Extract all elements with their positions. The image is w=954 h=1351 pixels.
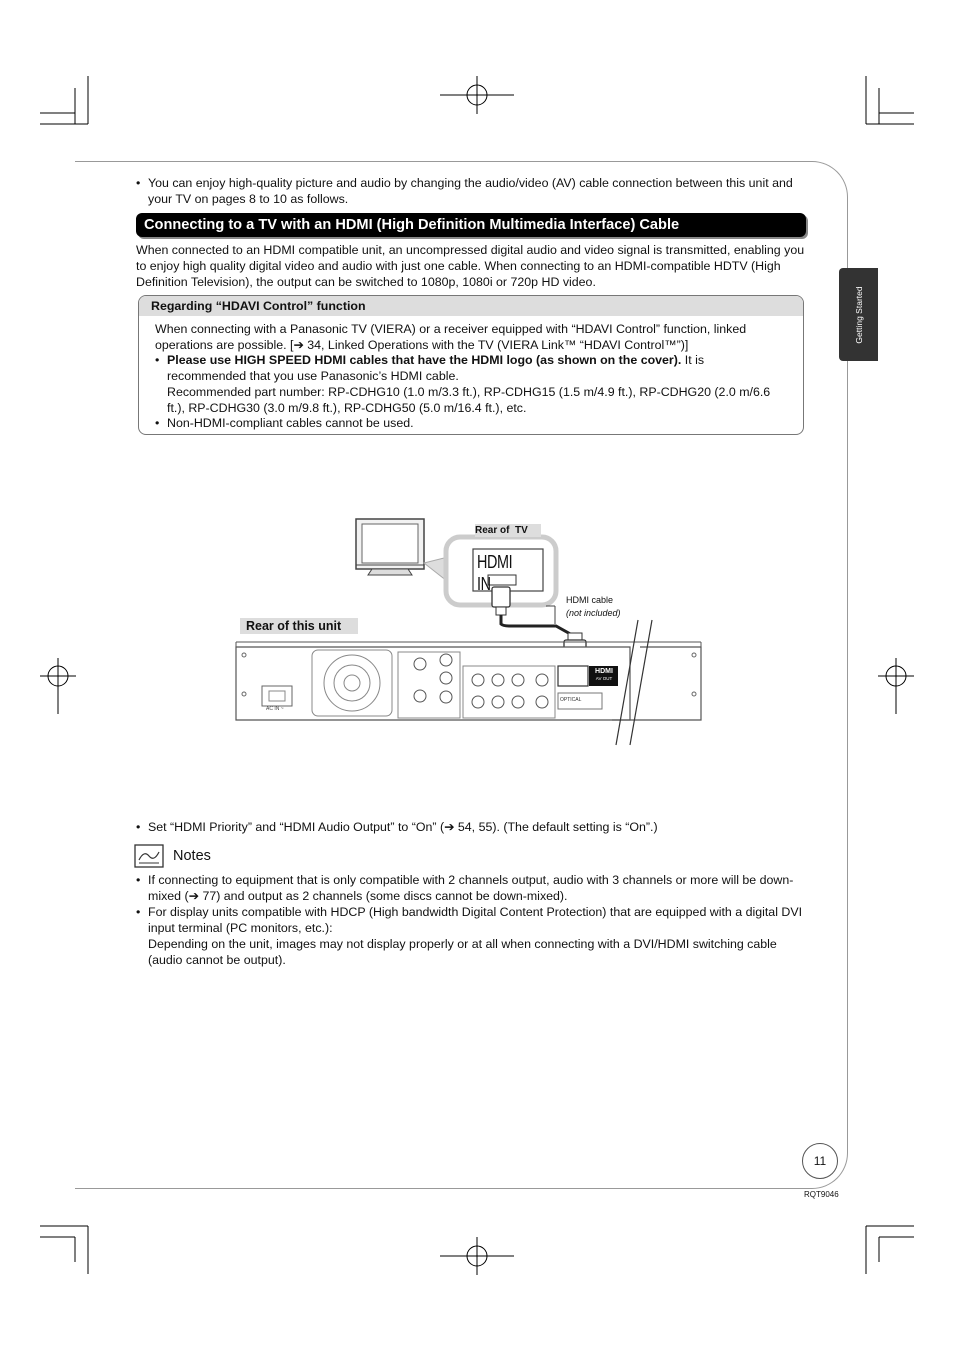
- hdavi-box-intro: When connecting with a Panasonic TV (VIERA) or a receiver equipped with “HDAVI Control” function, linked operations are possible. [➔ 34, Linked Operations with the TV (VIERA Link™ “HDAVI Control™”)]: [155, 322, 747, 352]
- notes-title: Notes: [173, 848, 211, 864]
- ac-in-text: AC IN ~: [266, 706, 284, 712]
- hdmi-av-out-port-icon: [558, 666, 588, 686]
- optical-text: OPTICAL: [560, 697, 582, 703]
- page-number: 11: [802, 1143, 838, 1179]
- section-heading: Connecting to a TV with an HDMI (High Definition Multimedia Interface) Cable: [136, 213, 806, 237]
- hdavi-bullet-noncompliant: • Non-HDMI-compliant cables cannot be used.: [155, 416, 414, 430]
- side-tab-getting-started[interactable]: Getting Started: [839, 268, 878, 361]
- hdmi-logo-text: HDMI: [595, 668, 613, 675]
- notes-item: • If connecting to equipment that is only compatible with 2 channels output, audio with 3 channels or more will be down-mixed (➔ 77) and output as 2 channels (some discs cannot be down-mixed).: [136, 873, 794, 903]
- bullet-dot: •: [136, 176, 141, 190]
- intro-bullet-text: You can enjoy high-quality picture and audio by changing the audio/video (AV) cable connection between this unit and your TV on pages 8 to 10 as follows.: [148, 176, 793, 206]
- hdmi-in-label: HDMI IN: [477, 552, 513, 594]
- notes-item: • For display units compatible with HDCP (High bandwidth Digital Content Protection) that are equipped with a digital DVI input terminal (PC monitors, etc.): Depending on the unit, images may not display properly or at all when connecting with a DVI/HDMI switching cable (audio cannot be output).: [136, 905, 803, 967]
- hdavi-box-title: Regarding “HDAVI Control” function: [139, 296, 803, 316]
- hdmi-cable-label: HDMI cable: [566, 595, 614, 605]
- hdmi-cable-line: [501, 615, 574, 636]
- notes-icon: [134, 844, 164, 868]
- hdavi-bullet-bold: Please use HIGH SPEED HDMI cables that have the HDMI logo (as shown on the cover).: [167, 353, 682, 367]
- hdavi-bullet-cable: • Please use HIGH SPEED HDMI cables that have the HDMI logo (as shown on the cover). It is recommended that you use Panasonic’s HDMI cable. Recommended part number: RP-CDHG10 (1.0 m/3.3 ft.), RP-CDHG15 (1.5 m/4.9 ft.), RP-CDHG20 (2.0 m/6.6 ft.), RP-CDHG30 (3.0 m/9.8 ft.), RP-CDHG50 (5.0 m/16.4 ft.), etc.: [155, 353, 771, 415]
- hdmi-priority-bullet: • Set “HDMI Priority” and “HDMI Audio Output” to “On” (➔ 54, 55). (The default setting is “On”.): [136, 820, 658, 834]
- av-out-text: AV OUT: [595, 676, 613, 681]
- rear-of-unit-label: Rear of this unit: [246, 619, 342, 633]
- recorder-rear-panel: [236, 642, 701, 720]
- hdmi-cable-not-included: (not included): [566, 608, 621, 618]
- section-paragraph: When connected to an HDMI compatible unit, an uncompressed digital audio and video signal is transmitted, enabling you to enjoy high quality digital video and audio with just one cable. When connecting to an HDMI-compatible HDTV (High Definition Television), the output can be switched to 1080p, 1080i or 720p HD video.: [136, 243, 805, 289]
- rear-of-tv-label: Rear of TV: [475, 525, 528, 536]
- hdavi-bullet-rest: It is recommended that you use Panasonic’s HDMI cable.: [167, 353, 705, 383]
- notes-item-continuation: Depending on the unit, images may not display properly or at all when connecting with a DVI/HDMI switching cable (audio cannot be output).: [148, 937, 777, 967]
- doc-code: RQT9046: [804, 1190, 839, 1199]
- hdavi-part-numbers: Recommended part number: RP-CDHG10 (1.0 m/3.3 ft.), RP-CDHG15 (1.5 m/4.9 ft.), RP-CDHG20 (2.0 m/6.6 ft.), RP-CDHG30 (3.0 m/9.8 ft.), RP-CDHG50 (5.0 m/16.4 ft.), etc.: [167, 385, 771, 415]
- tv-icon: [356, 519, 424, 575]
